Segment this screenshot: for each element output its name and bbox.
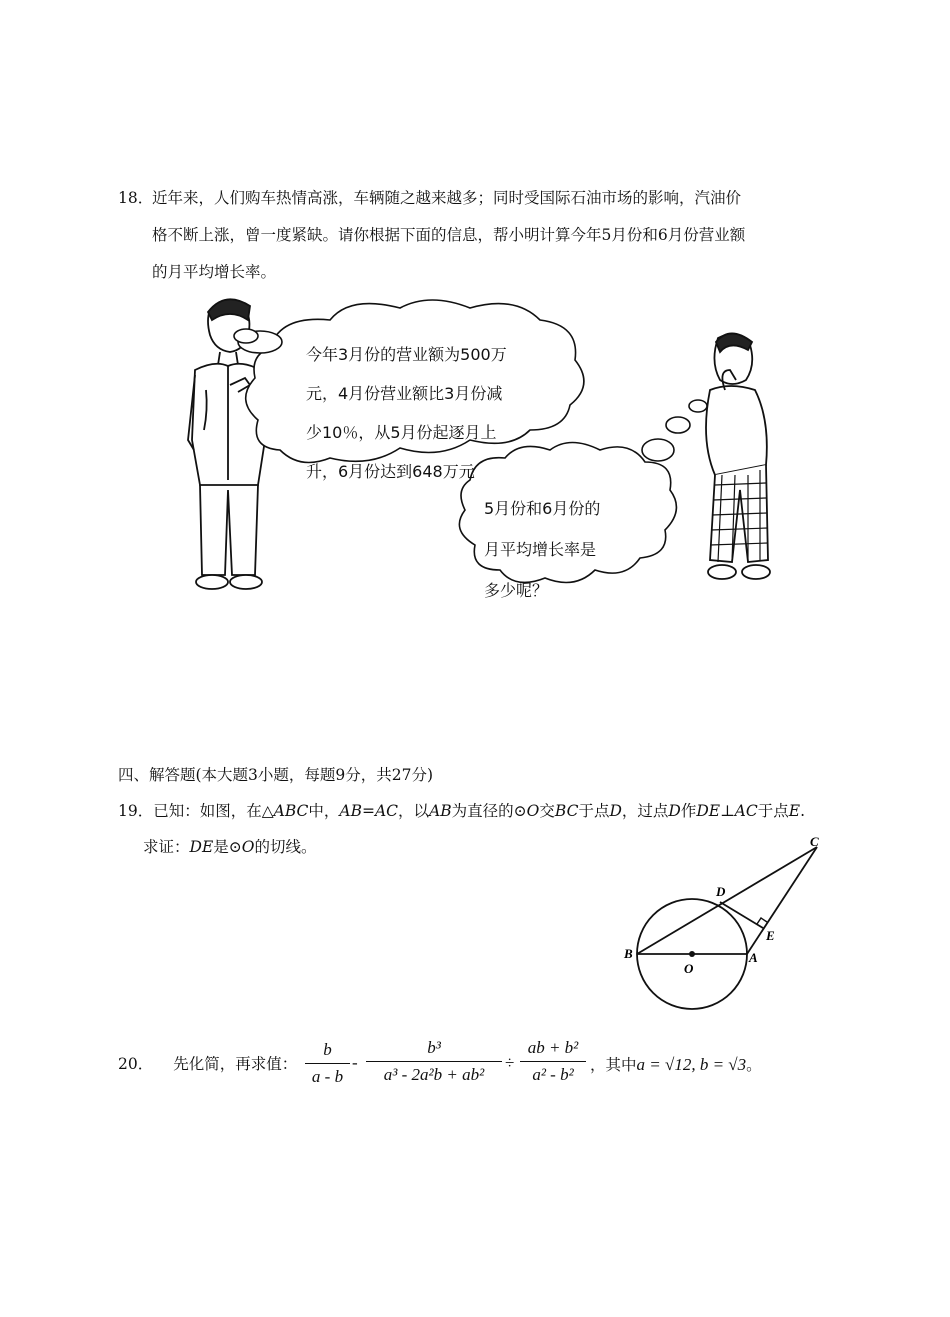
question-text: ，过点 <box>621 802 669 820</box>
question-20-intro <box>118 1046 297 1083</box>
math-term: D <box>609 802 622 820</box>
segment-ac <box>747 847 817 954</box>
question-text: 是⊙ <box>213 838 242 856</box>
question-19-line-1 <box>118 793 805 830</box>
question-text-line: 的月平均增长率。 <box>152 263 277 281</box>
fraction-numerator: b³ <box>427 1038 441 1057</box>
question-text: 作 <box>680 802 697 820</box>
bubble-left-line: 升，6月份达到648万元 <box>306 462 475 481</box>
segment-de <box>720 902 763 928</box>
question-number: 19． <box>118 802 154 820</box>
geometry-figure <box>620 830 840 1015</box>
center-point <box>689 951 695 957</box>
section-heading: 四、解答题(本大题3小题，每题9分，共27分) <box>118 766 434 784</box>
question-text-line: 格不断上涨，曾一度紧缺。请你根据下面的信息，帮小明计算今年5月份和6月份营业额 <box>152 226 746 244</box>
question-text: 求证： <box>143 838 190 856</box>
question-text: 先化简，再求值： <box>173 1055 298 1073</box>
fraction-numerator: ab + b² <box>527 1038 579 1057</box>
fraction-2 <box>366 1038 502 1085</box>
label-o: O <box>684 961 694 976</box>
bubble-right-line: 月平均增长率是 <box>484 540 597 559</box>
label-d: D <box>716 884 726 899</box>
math-term: △ABC <box>261 802 309 820</box>
fraction-denominator: a - b <box>311 1067 344 1086</box>
question-text: 于点 <box>578 802 610 820</box>
math-term: AB <box>429 802 452 820</box>
label-c: C <box>810 834 819 849</box>
math-term: DE <box>189 838 214 856</box>
question-text: ，其中 <box>590 1056 637 1074</box>
question-text: . <box>800 802 806 820</box>
question-text: 为直径的⊙ <box>451 802 527 820</box>
label-b: B <box>624 946 633 961</box>
fraction-1 <box>305 1040 350 1087</box>
bubble-left-line: 元，4月份营业额比3月份减 <box>306 384 503 403</box>
question-text: 已知：如图，在 <box>153 802 262 820</box>
question-number: 20． <box>118 1055 154 1073</box>
question-19-line-2 <box>143 829 317 866</box>
bubble-right-line: 5月份和6月份的 <box>484 499 601 518</box>
bubble-left-line: 少10％，从5月份起逐月上 <box>306 423 497 442</box>
math-term: O <box>241 838 255 856</box>
math-term: DE⊥AC <box>696 802 758 820</box>
right-person-illustration <box>706 334 770 580</box>
math-term: a = √12, b = √3 <box>636 1055 747 1074</box>
right-angle-mark <box>757 918 767 924</box>
math-term: D <box>668 802 681 820</box>
fraction-denominator: a³ - 2a²b + ab² <box>383 1065 485 1084</box>
question-text: 。 <box>746 1056 762 1074</box>
question-text: 的切线。 <box>254 838 317 856</box>
segment-bc <box>637 847 817 954</box>
fraction-denominator: a² - b² <box>532 1065 574 1084</box>
math-term: E <box>788 802 801 820</box>
divide-sign: ÷ <box>505 1053 515 1072</box>
question-text: 中， <box>308 802 340 820</box>
math-term: BC <box>554 802 579 820</box>
math-term: AB=AC <box>339 802 399 820</box>
minus-sign: - <box>352 1053 358 1072</box>
question-text: 交 <box>539 802 555 820</box>
bubble-left-line: 今年3月份的营业额为500万 <box>306 345 507 364</box>
fraction-3 <box>520 1038 586 1085</box>
question-20-condition <box>590 1046 762 1084</box>
bubble-right-line: 多少呢？ <box>484 581 549 600</box>
question-text-line: 近年来，人们购车热情高涨，车辆随之越来越多；同时受国际石油市场的影响，汽油价 <box>152 189 742 207</box>
question-text: ，以 <box>398 802 430 820</box>
question-number: 18． <box>118 189 154 207</box>
label-a: A <box>749 950 758 965</box>
fraction-numerator: b <box>323 1040 332 1059</box>
label-e: E <box>766 928 775 943</box>
math-term: O <box>526 802 540 820</box>
question-text: 于点 <box>757 802 789 820</box>
